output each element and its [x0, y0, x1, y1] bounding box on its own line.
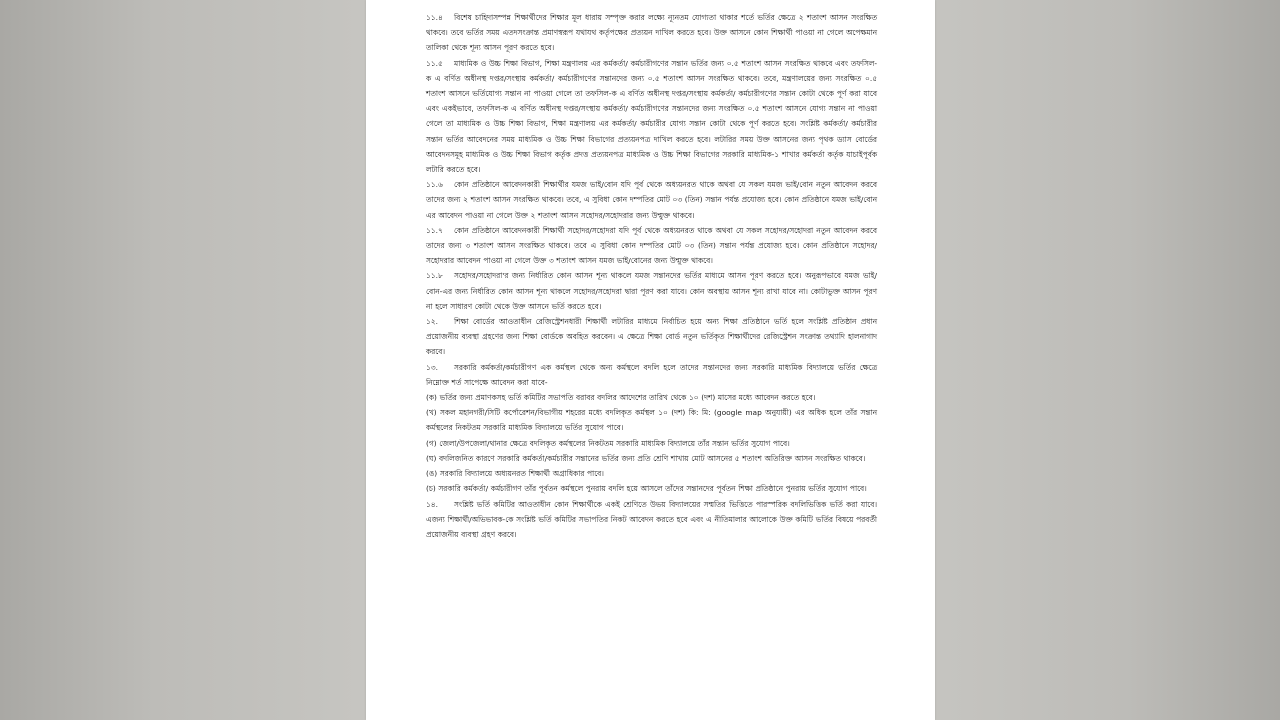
document-page	[366, 0, 935, 720]
paragraph-13-ka: (ক) ভর্তির জন্য প্রমাণকসহ ভর্তি কমিটির সভাপতি বরাবর বদলির আদেশের তারিখ থেকে ১০ (দশ) মাসের মধ্যে আবেদন করতে হবে।	[426, 393, 816, 403]
paragraph-11-7: ১১.৭ কোন প্রতিষ্ঠানে আবেদনকারী শিক্ষার্থী সহোদর/সহোদরা যদি পূর্ব থেকে অধ্যয়নরত থাকে অথবা যে সকল সহোদর/সহোদরা নতুন আবেদন করবে তাদের জন্য ৩ শতাংশ আসন সংরক্ষিত থাকবে। তবে এ সুবিধা কোন দম্পতির মোট ০৩ (তিন) সন্তান পর্যন্ত প্রযোজ্য হবে। কোন প্রতিষ্ঠানে সহোদর/সহোদরার আবেদন পাওয়া না গেলে উক্ত ৩ শতাংশ আসন যমজ ভাই/বোনের জন্য উন্মুক্ত থাকবে।	[426, 225, 877, 266]
paragraph-11-6: ১১.৬ কোন প্রতিষ্ঠানে আবেদনকারী শিক্ষার্থীর যমজ ভাই/বোন যদি পূর্ব থেকে অধ্যয়নরত থাকে অথবা যে সকল যমজ ভাই/বোন নতুন আবেদন করবে তাদের জন্য ২ শতাংশ আসন সংরক্ষিত থাকবে। তবে, এ সুবিধা কোন দম্পতির মোট ০৩ (তিন) সন্তান পর্যন্ত প্রযোজ্য হবে। কোন প্রতিষ্ঠানে যমজ ভাই/বোন এর আবেদন পাওয়া না গেলে উক্ত ২ শতাংশ আসন সহোদর/সহোদরার জন্য উন্মুক্ত থাকবে।	[426, 180, 877, 220]
paragraph-11-4: ১১.৪ বিশেষ চাহিদাসম্পন্ন শিক্ষার্থীদের শিক্ষার মূল ধারায় সম্পৃক্ত করার লক্ষ্যে ন্যূনতম যোগ্যতা থাকার শর্তে ভর্তির ক্ষেত্রে ২ শতাংশ আসন সংরক্ষিত থাকবে। তবে ভর্তির সময় এতদসংক্রান্ত প্রমাণস্বরূপ যথাযথ কর্তৃপক্ষের প্রত্যয়ন দাখিল করতে হবে। উক্ত আসনে কোন শিক্ষার্থী পাওয়া না গেলে অপেক্ষমান তালিকা থেকে শূন্য আসন পূরণ করতে হবে।	[426, 13, 877, 53]
paragraph-11-5: ১১.৫ মাধ্যমিক ও উচ্চ শিক্ষা বিভাগ, শিক্ষা মন্ত্রণালয় এর কর্মকর্তা/ কর্মচারীগণের সন্তান ভর্তির জন্য ০.৫ শতাংশ আসন সংরক্ষিত থাকবে এবং তফসিল-ক এ বর্ণিত অধীনস্থ দপ্তর/সংস্থায় কর্মকর্তা/ কর্মচারীগণের সন্তানদের জন্য ০.৫ শতাংশ আসন সংরক্ষিত থাকবে। তবে, মন্ত্রণালয়ের জন্য সংরক্ষিত ০.৫ শতাংশ আসনে ভর্তিযোগ্য সন্তান না পাওয়া গেলে তা তফসিল-ক এ বর্ণিত অধীনস্থ দপ্তর/সংস্থায় কর্মকর্তা/ কর্মচারীগণের সন্তান কোটা থেকে পূর্ণ করা যাবে এবং একইভাবে, তফসিল-ক এ বর্ণিত অধীনস্থ দপ্তর/সংস্থায় কর্মকর্তা/ কর্মচারীগণের সন্তানদের জন্য সংরক্ষিত ০.৫ শতাংশ আসনে যোগ্য সন্তান না পাওয়া গেলে তা মাধ্যমিক ও উচ্চ শিক্ষা বিভাগ, শিক্ষা মন্ত্রণালয় এর কর্মকর্তা/ কর্মচারীর যোগ্য সন্তান কোটা থেকে পূর্ণ করতে হবে। সংশ্লিষ্ট কর্মকর্তা/ কর্মচারীর সন্তান ভর্তির আবেদনের সময় মাধ্যমিক ও উচ্চ শিক্ষা বিভাগের প্রত্যয়নপত্র দাখিল করতে হবে। লটারির সময় উক্ত আসনের জন্য পৃথক ড্যাস বোর্ডের আবেদনসমূহ মাধ্যমিক ও উচ্চ শিক্ষা বিভাগ কর্তৃক প্রদত্ত প্রত্যয়নপত্র মাধ্যমিক ও উচ্চ শিক্ষা বিভাগের সরকারি মাধ্যমিক-১ শাখার কর্মকর্তা কর্তৃক যাচাইপূর্বক লটারি করতে হবে।	[426, 58, 877, 175]
paragraph-13-ga: (গ) জেলা/উপজেলা/থানার ক্ষেত্রে বদলিকৃত কর্মস্থলের নিকটতম সরকারি মাধ্যমিক বিদ্যালয়ে তাঁর সন্তান ভর্তির সুযোগ পাবে।	[426, 438, 790, 448]
paragraph-11-8: ১১.৮ সহোদর/সহোদরা'র জন্য নির্ধারিত কোন আসন শূন্য থাকলে যমজ সন্তানদের ভর্তির মাধ্যমে আসন পূরণ করতে হবে। অনুরূপভাবে যমজ ভাই/বোন-এর জন্য নির্ধারিত কোন আসন শূন্য থাকলে সহোদর/সহোদরা দ্বারা পূরণ করা যাবে। কোন অবস্থায় আসন শূন্য রাখা যাবে না। কোটাভুক্ত আসন পূরণ না হলে সাধারণ কোটা থেকে উক্ত আসনে ভর্তি করতে হবে।	[426, 271, 877, 311]
paragraph-13-cha: (চ) সরকারি কর্মকর্তা/ কর্মচারীগণ তাঁর পূর্বতন কর্মস্থলে পুনরায় বদলি হয়ে আসলে তাঁদের সন্তানদের পূর্বতন শিক্ষা প্রতিষ্ঠানে পুনরায় ভর্তির সুযোগ পাবে।	[426, 484, 867, 494]
paragraph-13-kha: (খ) সকল মহানগরী/সিটি কর্পোরেশন/বিভাগীয় শহরের মধ্যে বদলিকৃত কর্মস্থল ১০ (দশ) কি: মি: (google map অনুযায়ী) এর অধিক হলে তাঁর সন্তান কর্মস্থলের নিকটতম সরকারি মাধ্যমিক বিদ্যালয়ে ভর্তির সুযোগ পাবে।	[426, 408, 877, 433]
paragraph-13: ১৩. সরকারি কর্মকর্তা/কর্মচারীগণ এক কর্মস্থল থেকে অন্য কর্মস্থলে বদলি হলে তাদের সন্তানদের জন্য সরকারি মাধ্যমিক বিদ্যালয়ে ভর্তির ক্ষেত্রে নিম্নোক্ত শর্ত সাপেক্ষে আবেদন করা যাবে-	[426, 362, 877, 387]
paragraph-13-uma: (ঙ) সরকারি বিদ্যালয়ে অধ্যয়নরত শিক্ষার্থী অগ্রাধিকার পাবে।	[426, 469, 604, 479]
paragraph-14: ১৪. সংশ্লিষ্ট ভর্তি কমিটির আওতাধীন কোন শিক্ষার্থীকে একই শ্রেণিতে উভয় বিদ্যালয়ের সম্মতির ভিত্তিতে পারস্পরিক বদলিভিত্তিক ভর্তি করা যাবে। এজন্য শিক্ষার্থী/অভিভাবক-কে সংশ্লিষ্ট ভর্তি কমিটির সভাপতির নিকট আবেদন করতে হবে এবং এ নীতিমালার আলোকে উক্ত কমিটি ভর্তির বিষয়ে পরবর্তী প্রয়োজনীয় ব্যবস্থা গ্রহণ করবে।	[426, 499, 877, 539]
paragraph-13-gha: (ঘ) বদলিজনিত কারণে সরকারি কর্মকর্তা/কর্মচারীর সন্তানের ভর্তির জন্য প্রতি শ্রেণি শাখায় মোট আসনের ৫ শতাংশ অতিরিক্ত আসন সংরক্ষিত থাকবে।	[426, 453, 866, 463]
paragraph-12: ১২. শিক্ষা বোর্ডের আওতাধীন রেজিস্ট্রেশনধারী শিক্ষার্থী লটারির মাধ্যমে নির্বাচিত হয়ে অন্য শিক্ষা প্রতিষ্ঠানে ভর্তি হলে সংশ্লিষ্ট প্রতিষ্ঠান প্রধান প্রয়োজনীয় ব্যবস্থা গ্রহণের জন্য শিক্ষা বোর্ডকে অবহিত করবেন। এ ক্ষেত্রে শিক্ষা বোর্ড নতুন ভর্তিকৃত শিক্ষার্থীদের রেজিস্ট্রেশন সংক্রান্ত তথ্যাদি হালনাগাদ করবে।	[426, 317, 877, 357]
